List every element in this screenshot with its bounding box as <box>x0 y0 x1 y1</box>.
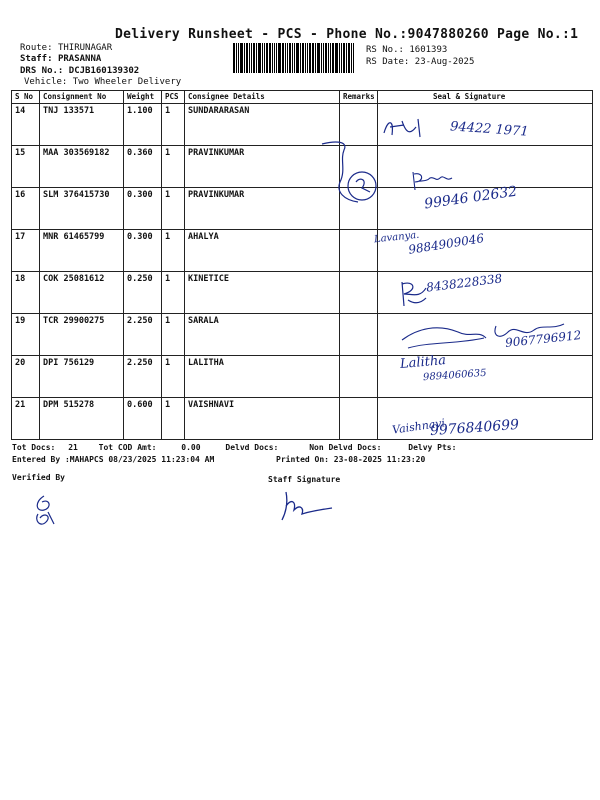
sno-cell: 19 <box>12 314 40 356</box>
barcode-bar <box>300 43 301 73</box>
consignment-cell: TCR 29900275 <box>40 314 124 356</box>
barcode-bar <box>269 43 271 73</box>
printed-on-line: Printed On: 23-08-2025 11:23:20 <box>276 455 426 464</box>
consignment-cell: MAA 303569182 <box>40 146 124 188</box>
barcode-bar <box>302 43 304 73</box>
route-line <box>20 43 112 53</box>
sno-cell: 20 <box>12 356 40 398</box>
signature-cell <box>378 188 593 230</box>
handwritten-phone-21: 9976840699 <box>429 416 520 440</box>
barcode-bar <box>285 43 286 73</box>
barcode-bar <box>332 43 334 73</box>
signature-cell <box>378 314 593 356</box>
table-row <box>12 146 593 188</box>
rs-date-value: 23-Aug-2025 <box>414 57 475 67</box>
barcode-bar <box>274 43 275 73</box>
staff-label: Staff: <box>20 54 53 64</box>
non-delvd-docs-label: Non Delvd Docs: <box>309 443 382 452</box>
rs-no-line <box>366 45 447 55</box>
remarks-cell <box>340 230 378 272</box>
barcode-bar <box>249 43 250 73</box>
barcode-bar <box>264 43 265 73</box>
barcode-bar <box>282 43 284 73</box>
remarks-cell <box>340 146 378 188</box>
column-header: PCS <box>162 91 185 104</box>
barcode-bar <box>328 43 329 73</box>
signature-cell <box>378 272 593 314</box>
barcode-bar <box>339 43 340 73</box>
barcode-bar <box>240 43 243 73</box>
sno-cell: 16 <box>12 188 40 230</box>
barcode-bar <box>272 43 273 73</box>
consignee-cell: VAISHNAVI <box>185 398 340 440</box>
barcode-bar <box>296 43 299 73</box>
drs-label: DRS No.: <box>20 66 64 76</box>
signature-cell <box>378 230 593 272</box>
handwritten-phone-18: 8438228338 <box>425 271 503 295</box>
weight-cell: 2.250 <box>124 314 162 356</box>
sno-cell: 18 <box>12 272 40 314</box>
remarks-cell <box>340 398 378 440</box>
handwritten-name-21: Vaishnavi <box>391 416 446 437</box>
barcode-bar <box>305 43 306 73</box>
drs-line <box>20 66 139 76</box>
staff-signature <box>278 490 338 524</box>
runsheet-title: Delivery Runsheet - PCS - Phone No.:9047880260 Page No.:1 <box>115 27 579 42</box>
barcode-bar <box>292 43 293 73</box>
consignee-cell: SUNDARARASAN <box>185 104 340 146</box>
consignee-cell: KINETICE <box>185 272 340 314</box>
barcode-bar <box>341 43 342 73</box>
barcode-bar <box>256 43 257 73</box>
handwritten-phone-17: 9884909046 <box>407 231 485 257</box>
vehicle-label: Vehicle: <box>24 77 68 87</box>
column-header: Consignee Details <box>185 91 340 104</box>
totals-line <box>12 443 456 452</box>
pcs-cell: 1 <box>162 356 185 398</box>
barcode-bar <box>258 43 261 73</box>
verified-by-label: Verified By <box>12 473 65 482</box>
consignment-cell: COK 25081612 <box>40 272 124 314</box>
handwritten-name-20: Lalitha <box>399 353 447 372</box>
column-header: S No <box>12 91 40 104</box>
barcode-bar <box>262 43 263 73</box>
barcode-bar <box>312 43 314 73</box>
handwritten-phone-20: 9894060635 <box>422 367 487 384</box>
drs-value: DCJB160139302 <box>68 66 140 76</box>
barcode-bar <box>346 43 347 73</box>
barcode-bar <box>323 43 324 73</box>
remarks-cell <box>340 272 378 314</box>
delvd-docs-label: Delvd Docs: <box>225 443 279 452</box>
consignee-cell: PRAVINKUMAR <box>185 146 340 188</box>
pcs-cell: 1 <box>162 104 185 146</box>
pcs-cell: 1 <box>162 188 185 230</box>
pcs-cell: 1 <box>162 398 185 440</box>
runsheet-table <box>11 90 593 440</box>
sno-cell: 15 <box>12 146 40 188</box>
signature-cell <box>378 146 593 188</box>
route-label: Route: <box>20 43 53 53</box>
weight-cell: 1.100 <box>124 104 162 146</box>
tot-cod-label: Tot COD Amt: <box>98 443 157 452</box>
barcode-bar <box>325 43 327 73</box>
remarks-cell <box>340 314 378 356</box>
consignee-cell: PRAVINKUMAR <box>185 188 340 230</box>
barcode-bar <box>266 43 268 73</box>
sno-cell: 17 <box>12 230 40 272</box>
barcode-bar <box>343 43 345 73</box>
weight-cell: 0.600 <box>124 398 162 440</box>
barcode-bar <box>307 43 308 73</box>
consignment-cell: TNJ 133571 <box>40 104 124 146</box>
weight-cell: 0.360 <box>124 146 162 188</box>
handwritten-phone-19: 9067796912 <box>504 328 582 350</box>
consignment-cell: DPM 515278 <box>40 398 124 440</box>
signature-cell <box>378 398 593 440</box>
rs-no-label: RS No.: <box>366 45 404 55</box>
consignment-cell: SLM 376415730 <box>40 188 124 230</box>
pcs-cell: 1 <box>162 272 185 314</box>
weight-cell: 0.300 <box>124 230 162 272</box>
column-header: Seal & Signature <box>378 91 593 104</box>
column-header: Consignment No <box>40 91 124 104</box>
consignee-cell: LALITHA <box>185 356 340 398</box>
barcode-bar <box>236 43 237 73</box>
sno-cell: 21 <box>12 398 40 440</box>
barcode-bar <box>246 43 248 73</box>
barcode-bar <box>278 43 281 73</box>
barcode-bar <box>238 43 239 73</box>
consignment-cell: MNR 61465799 <box>40 230 124 272</box>
table-row <box>12 104 593 146</box>
rs-date-line <box>366 57 474 67</box>
barcode-bar <box>353 43 354 73</box>
remarks-cell <box>340 188 378 230</box>
weight-cell: 2.250 <box>124 356 162 398</box>
column-header: Remarks <box>340 91 378 104</box>
staff-signature-label: Staff Signature <box>268 475 341 484</box>
table-row <box>12 230 593 272</box>
rs-no-value: 1601393 <box>409 45 448 55</box>
remarks-cell <box>340 104 378 146</box>
handwritten-phone-16: 99946 02632 <box>423 183 519 213</box>
vehicle-line <box>24 77 181 87</box>
barcode-bar <box>317 43 320 73</box>
barcode-bar <box>287 43 288 73</box>
consignment-cell: DPI 756129 <box>40 356 124 398</box>
table-row <box>12 272 593 314</box>
handwritten-name-17: Lavanya. <box>373 229 420 246</box>
delvy-pts-label: Delvy Pts: <box>408 443 457 452</box>
handwritten-phone-14: 94422 1971 <box>449 119 530 140</box>
tot-docs-value: 21 <box>68 443 78 452</box>
barcode-bar <box>321 43 322 73</box>
pcs-cell: 1 <box>162 230 185 272</box>
pcs-cell: 1 <box>162 146 185 188</box>
barcode-bar <box>348 43 350 73</box>
signature-cell <box>378 104 593 146</box>
route-value: THIRUNAGAR <box>57 43 113 53</box>
tot-docs-label: Tot Docs: <box>12 443 56 452</box>
barcode-bar <box>289 43 291 73</box>
rs-date-label: RS Date: <box>366 57 410 67</box>
barcode-bar <box>351 43 352 73</box>
barcode-bar <box>315 43 316 73</box>
tot-cod-value: 0.00 <box>181 443 201 452</box>
table-row <box>12 314 593 356</box>
barcode-bar <box>330 43 331 73</box>
table-row <box>12 188 593 230</box>
verified-by-signature <box>30 494 60 530</box>
barcode <box>233 43 361 73</box>
signature-cell <box>378 356 593 398</box>
remarks-cell <box>340 356 378 398</box>
pcs-cell: 1 <box>162 314 185 356</box>
weight-cell: 0.300 <box>124 188 162 230</box>
weight-cell: 0.250 <box>124 272 162 314</box>
barcode-bar <box>294 43 295 73</box>
barcode-bar <box>276 43 277 73</box>
barcode-bar <box>309 43 311 73</box>
barcode-bar <box>253 43 255 73</box>
barcode-bar <box>244 43 245 73</box>
vehicle-value: Two Wheeler Delivery <box>72 77 182 87</box>
barcode-bar <box>335 43 338 73</box>
barcode-bar <box>251 43 252 73</box>
staff-value: PRASANNA <box>57 54 102 64</box>
sno-cell: 14 <box>12 104 40 146</box>
barcode-bar <box>233 43 235 73</box>
table-row <box>12 398 593 440</box>
staff-line <box>20 54 101 64</box>
consignee-cell: SARALA <box>185 314 340 356</box>
table-header-row <box>12 91 593 104</box>
column-header: Weight <box>124 91 162 104</box>
table-row <box>12 356 593 398</box>
entered-by-line: Entered By :MAHAPCS 08/23/2025 11:23:04 AM <box>12 455 215 464</box>
consignee-cell: AHALYA <box>185 230 340 272</box>
